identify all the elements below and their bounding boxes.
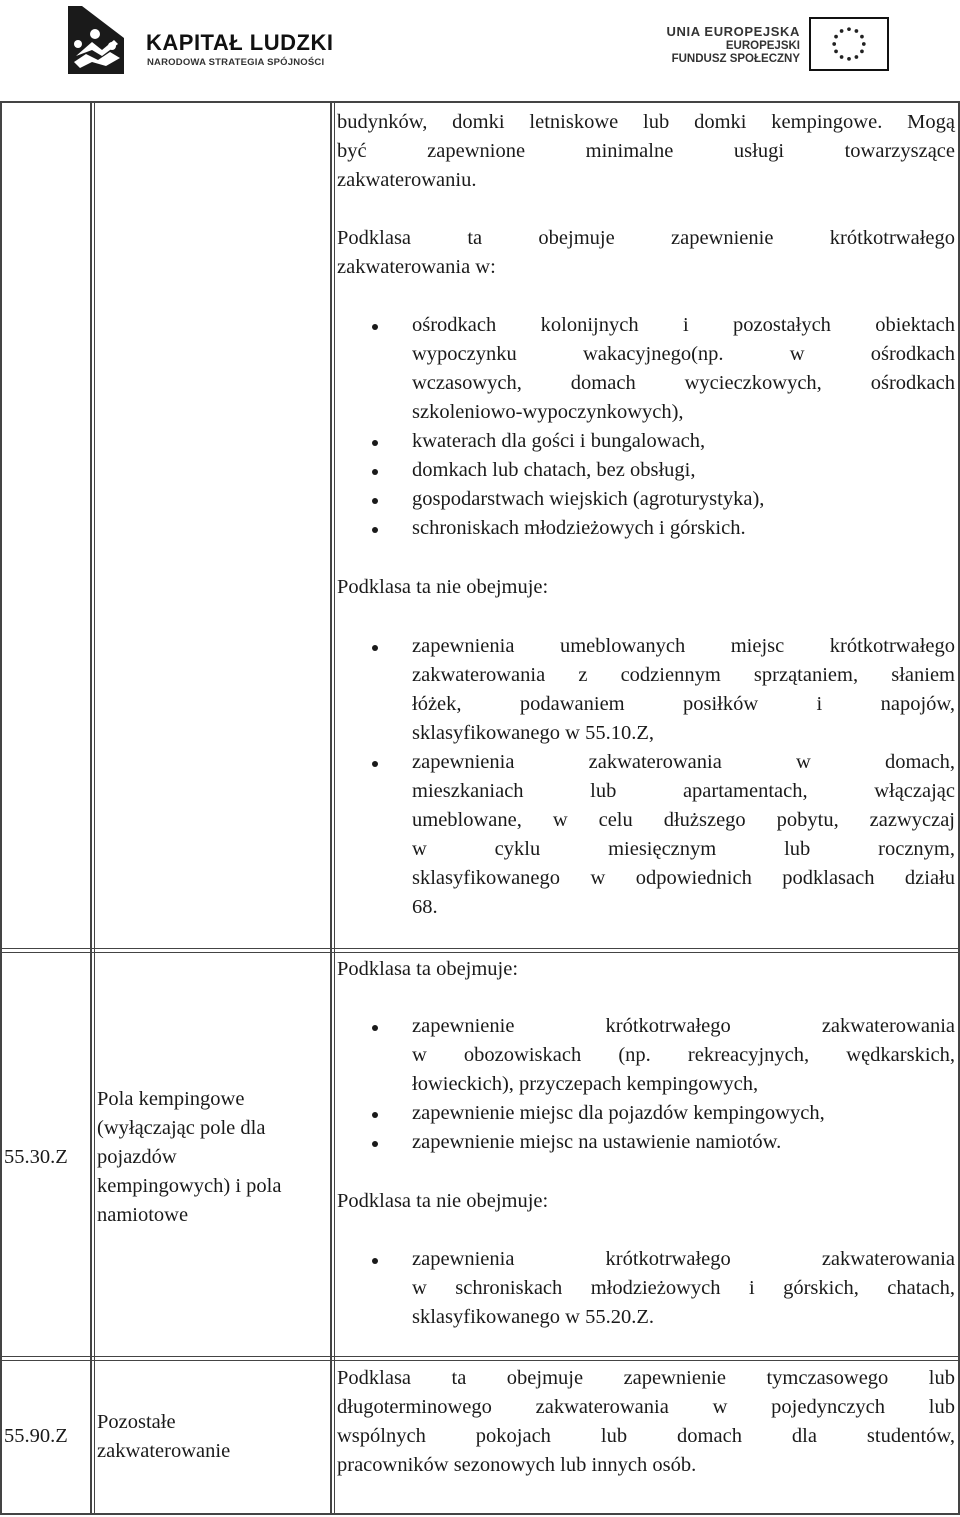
list-item-line: w obozowiskach (np. rekreacyjnych, wędkarskich, [412, 1044, 955, 1066]
eu-line3: FUNDUSZ SPOŁECZNY [671, 53, 800, 65]
list-item-line: schroniskach młodzieżowych i górskich. [412, 517, 746, 539]
table-border-left [0, 101, 2, 1515]
list-item-line: 68. [412, 896, 438, 918]
bullet-icon [372, 440, 378, 446]
row-divider-1 [0, 948, 960, 949]
table-border-top [0, 101, 960, 103]
kapital-ludzki-subtitle: NARODOWA STRATEGIA SPÓJNOŚCI [147, 57, 325, 68]
list-item-line: kwaterach dla gości i bungalowach, [412, 430, 706, 452]
row2-includes-heading: Podklasa ta obejmuje: [337, 958, 519, 980]
list-item-line: łowieckich), przyczepach kempingowych, [412, 1073, 759, 1095]
list-item [412, 456, 955, 485]
row3-text-line: Podklasa ta obejmuje zapewnienie tymczasowego lub [337, 1367, 955, 1389]
list-item-line: zapewnienie krótkotrwałego zakwaterowania [412, 1015, 955, 1037]
row-divider-1b [0, 952, 960, 953]
list-item-line: w schroniskach młodzieżowych i górskich, chatach, [412, 1277, 955, 1299]
row1-excludes-heading: Podklasa ta nie obejmuje: [337, 576, 549, 598]
row1-intro-line: budynków, domki letniskowe lub domki kempingowe. Mogą [337, 111, 955, 133]
list-item [412, 1099, 955, 1128]
list-item-line: szkoleniowo-wypoczynkowych), [412, 401, 684, 423]
table-border-bottom [0, 1513, 960, 1515]
bullet-icon [372, 324, 378, 330]
list-item-line: zapewnienie miejsc dla pojazdów kempingowych, [412, 1102, 825, 1124]
list-item-line: sklasyfikowanego w 55.10.Z, [412, 722, 654, 744]
eu-flag-icon [809, 17, 889, 71]
eu-logo-text [667, 24, 800, 65]
list-item [412, 1245, 955, 1332]
column-divider-1 [90, 101, 92, 1515]
column-divider-1b [94, 101, 95, 1515]
row3-text-line: długoterminowego zakwaterowania w pojedynczych lub [337, 1396, 955, 1418]
list-item-line: w cyklu miesięcznym lub rocznym, [412, 838, 955, 860]
list-item-line: wypoczynku wakacyjnego(np. w ośrodkach [412, 343, 955, 365]
list-item [412, 514, 955, 543]
row3-name-line: zakwaterowanie [97, 1440, 231, 1462]
list-item [412, 427, 955, 456]
row-divider-2b [0, 1360, 960, 1361]
row3-text-line: wspólnych pokojach lub domach dla studentów, [337, 1425, 955, 1447]
list-item-line: sklasyfikowanego w odpowiednich podklasach działu [412, 867, 955, 889]
bullet-icon [372, 469, 378, 475]
row3-description [337, 1364, 955, 1480]
list-item-line: ośrodkach kolonijnych i pozostałych obiektach [412, 314, 955, 336]
row2-code: 55.30.Z [4, 1146, 68, 1168]
list-item-line: domkach lub chatach, bez obsługi, [412, 459, 696, 481]
bullet-icon [372, 498, 378, 504]
list-item-line: zakwaterowania z codziennym sprzątaniem, słaniem [412, 664, 955, 686]
bullet-icon [372, 1258, 378, 1264]
list-item-line: sklasyfikowanego w 55.20.Z. [412, 1306, 654, 1328]
bullet-icon [372, 1141, 378, 1147]
list-item-line: umeblowane, w celu dłuższego pobytu, zazwyczaj [412, 809, 955, 831]
row2-name-line: pojazdów [97, 1146, 177, 1168]
row3-text-line: pracowników sezonowych lub innych osób. [337, 1454, 697, 1476]
eu-line1: UNIA EUROPEJSKA [666, 24, 800, 39]
page-header [0, 0, 960, 90]
row1-intro-line: zakwaterowaniu. [337, 169, 477, 191]
bullet-icon [372, 527, 378, 533]
row3-name-line: Pozostałe [97, 1411, 176, 1433]
heading-line: Podklasa ta obejmuje zapewnienie krótkotrwałego [337, 227, 955, 249]
row3-code: 55.90.Z [4, 1425, 68, 1447]
column-divider-2b [334, 101, 335, 1515]
list-item [412, 311, 955, 427]
list-item-line: zapewnienia umeblowanych miejsc krótkotrwałego [412, 635, 955, 657]
list-item-line: zapewnienia zakwaterowania w domach, [412, 751, 955, 773]
list-item-line: wczasowych, domach wycieczkowych, ośrodkach [412, 372, 955, 394]
row2-name-line: Pola kempingowe [97, 1088, 245, 1110]
list-item-line: zapewnienia krótkotrwałego zakwaterowania [412, 1248, 955, 1270]
list-item-line: zapewnienie miejsc na ustawienie namiotów. [412, 1131, 782, 1153]
list-item [412, 1128, 955, 1157]
list-item [412, 748, 955, 922]
row2-name-line: namiotowe [97, 1204, 189, 1226]
bullet-icon [372, 1112, 378, 1118]
row3-name [97, 1408, 329, 1466]
bullet-icon [372, 645, 378, 651]
row2-excludes-heading: Podklasa ta nie obejmuje: [337, 1190, 549, 1212]
list-item [412, 485, 955, 514]
row2-name-line: kempingowych) i pola [97, 1175, 282, 1197]
bullet-icon [372, 761, 378, 767]
list-item-line: gospodarstwach wiejskich (agroturystyka), [412, 488, 765, 510]
row1-includes-heading [337, 224, 955, 282]
row2-name-line: (wyłączając pole dla [97, 1117, 266, 1139]
list-item [412, 632, 955, 748]
kapital-ludzki-logo-icon [62, 4, 130, 76]
eu-line2: EUROPEJSKI [725, 40, 800, 52]
column-divider-2 [330, 101, 332, 1515]
row1-intro-line: być zapewnione minimalne usługi towarzyszące [337, 140, 955, 162]
list-item [412, 1012, 955, 1099]
list-item-line: mieszkaniach lub apartamentach, włączając [412, 780, 955, 802]
row-divider-2 [0, 1356, 960, 1357]
row1-intro [337, 108, 955, 195]
kapital-ludzki-title: KAPITAŁ LUDZKI [146, 30, 334, 55]
row2-name [97, 1085, 329, 1230]
heading-line: zakwaterowania w: [337, 256, 496, 278]
bullet-icon [372, 1025, 378, 1031]
list-item-line: łóżek, podawaniem posiłków i napojów, [412, 693, 955, 715]
